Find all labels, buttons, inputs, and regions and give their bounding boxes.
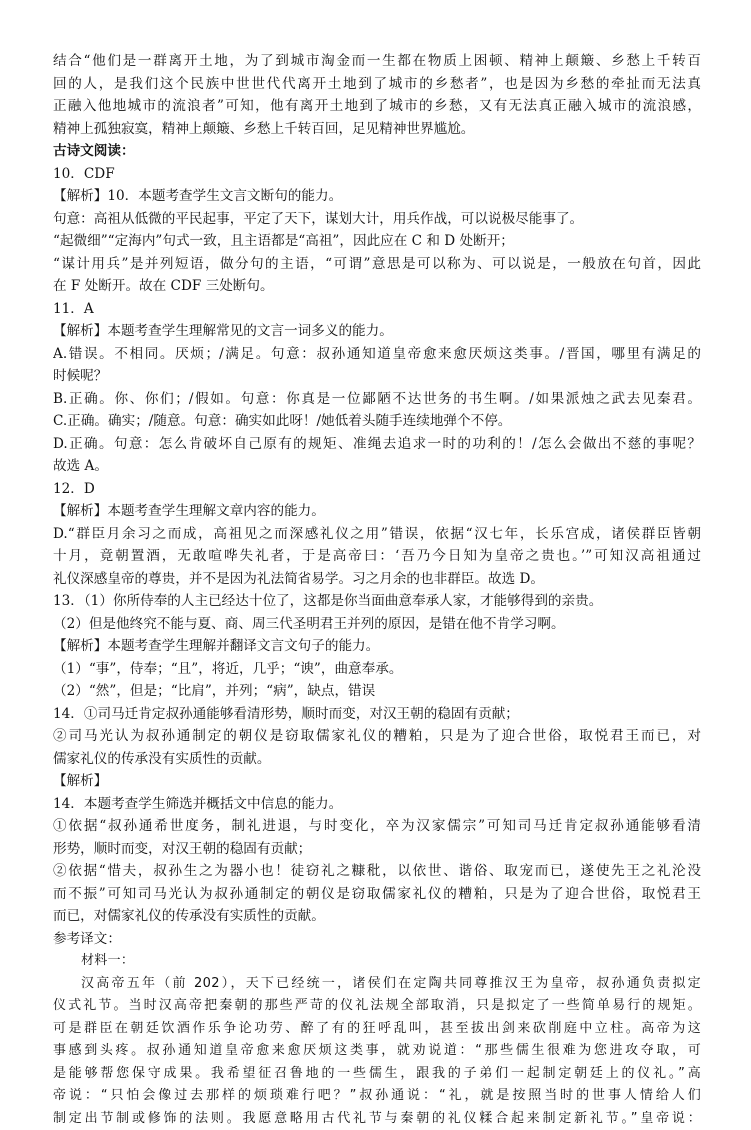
text-line: 精神上孤独寂寞，精神上颠簸、乡愁上千转百回，足见精神世界尴尬。: [53, 118, 701, 141]
text-line: 回的人，是我们这个民族中世世代代离开土地到了城市的乡愁者”，也是因为乡愁的牵扯而无法真: [53, 73, 701, 96]
text-line: 【解析】本题考查学生理解文章内容的能力。: [53, 500, 701, 523]
text-line: 13．（1）你所侍奉的人主已经达十位了，这都是你当面曲意奉承人家，才能够得到的亲贵。: [53, 590, 701, 613]
text-line: 【解析】本题考查学生理解常见的文言一词多义的能力。: [53, 320, 701, 343]
text-line: 正融入他地城市的流浪者”可知，他有离开土地到了城市的乡愁，又有无法真正融入城市的流浪感，: [53, 95, 701, 118]
text-line: 十月，竟朝置酒，无敢喧哗失礼者，于是高帝曰：‘吾乃今日知为皇帝之贵也。’”可知汉高祖通过: [53, 545, 701, 568]
text-line: 句意：高祖从低微的平民起事，平定了天下，谋划大计，用兵作战，可以说极尽能事了。: [53, 208, 701, 231]
text-line: 汉高帝五年（前 202），天下已经统一，诸侯们在定陶共同尊推汉王为皇帝，叔孙通负责拟定: [53, 973, 701, 996]
text-line: 时候呢？: [53, 365, 701, 388]
text-line: D.“群臣月余习之而成，高祖见之而深感礼仪之用”错误，依据“汉七年，长乐宫成，诸侯群臣皆朝: [53, 523, 701, 546]
text-line: 是能够帮您保守成果。我希望征召鲁地的一些儒生，跟我的子弟们一起制定朝廷上的仪礼。”高: [53, 1063, 701, 1086]
text-line: （1）“事”，侍奉；“且”，将近，几乎；“谀”，曲意奉承。: [53, 658, 701, 681]
text-line: （2）“然”，但是；“比肩”，并列；“病”，缺点，错误: [53, 680, 701, 703]
text-line: （2）但是他终究不能与夏、商、周三代圣明君王并列的原因，是错在他不肯学习啊。: [53, 613, 701, 636]
text-line: ①依据“叔孙通希世度务，制礼进退，与时变化，卒为汉家儒宗”可知司马迁肯定叔孙通能够看清: [53, 815, 701, 838]
text-line: 可是群臣在朝廷饮酒作乐争论功劳、醉了有的狂呼乱叫，甚至拔出剑来砍削庭中立柱。高帝为这: [53, 1018, 701, 1041]
text-line: 形势，顺时而变，对汉王朝的稳固有贡献；: [53, 838, 701, 861]
text-line: 事感到头疼。叔孙通知道皇帝愈来愈厌烦这类事，就劝说道：“那些儒生很难为您进攻夺取，可: [53, 1040, 701, 1063]
text-line: 14．本题考查学生筛选并概括文中信息的能力。: [53, 793, 701, 816]
text-line: “谋计用兵”是并列短语，做分句的主语，“可谓”意思是可以称为、可以说是，一般放在句首，因此: [53, 253, 701, 276]
text-line: C.正确。确实；/随意。句意：确实如此呀！/她低着头随手连续地弹个不停。: [53, 410, 701, 433]
text-line: 制定出节制或修饰的法则。我愿意略用古代礼节与秦朝的礼仪糅合起来制定新礼节。”皇帝说：: [53, 1108, 701, 1130]
text-line: 古诗文阅读：: [53, 140, 701, 163]
text-line: 12．D: [53, 478, 701, 501]
text-line: 而不振”可知司马光认为叔孙通制定的朝仪是窃取儒家礼仪的糟粕，只是为了迎合世俗，取悦君王: [53, 883, 701, 906]
text-line: 帝说：“只怕会像过去那样的烦琐难行吧？”叔孙通说：“礼，就是按照当时的世事人情给人们: [53, 1085, 701, 1108]
text-line: ②司马光认为叔孙通制定的朝仪是窃取儒家礼仪的糟粕，只是为了迎合世俗，取悦君王而已，对: [53, 725, 701, 748]
text-line: 而已，对儒家礼仪的传承没有实质性的贡献。: [53, 905, 701, 928]
text-line: 10．CDF: [53, 163, 701, 186]
text-line: 故选 A。: [53, 455, 701, 478]
text-line: A.错误。不相同。厌烦；/满足。句意：叔孙通知道皇帝愈来愈厌烦这类事。/晋国，哪里有满足的: [53, 343, 701, 366]
text-line: 【解析】10．本题考查学生文言文断句的能力。: [53, 185, 701, 208]
text-line: 在 F 处断开。故在 CDF 三处断句。: [53, 275, 701, 298]
text-line: 礼仪深感皇帝的尊贵，并不是因为礼法简省易学。习之月余的也非群臣。故选 D。: [53, 568, 701, 591]
text-line: 儒家礼仪的传承没有实质性的贡献。: [53, 748, 701, 771]
text-line: 11．A: [53, 298, 701, 321]
text-line: 【解析】: [53, 770, 701, 793]
text-line: 结合“他们是一群离开土地，为了到城市淘金而一生都在物质上困顿、精神上颠簸、乡愁上千转百: [53, 50, 701, 73]
text-line: D.正确。句意：怎么肯破坏自己原有的规矩、准绳去追求一时的功利的！/怎么会做出不慈的事呢？: [53, 433, 701, 456]
text-line: 14．①司马迁肯定叔孙通能够看清形势，顺时而变，对汉王朝的稳固有贡献；: [53, 703, 701, 726]
text-line: B.正确。你、你们；/假如。句意：你真是一位鄙陋不达世务的书生啊。/如果派烛之武去见秦君。: [53, 388, 701, 411]
text-line: 材料一：: [53, 950, 701, 973]
text-line: 仪式礼节。当时汉高帝把秦朝的那些严苛的仪礼法规全部取消，只是拟定了一些简单易行的规矩。: [53, 995, 701, 1018]
text-line: 【解析】本题考查学生理解并翻译文言文句子的能力。: [53, 635, 701, 658]
text-line: ②依据“惜夫，叔孙生之为器小也！徒窃礼之糠秕，以依世、谐俗、取宠而已，遂使先王之礼沦没: [53, 860, 701, 883]
document-page: [53, 50, 701, 1130]
text-line: “起微细”“定海内”句式一致，且主语都是“高祖”，因此应在 C 和 D 处断开；: [53, 230, 701, 253]
text-line: 参考译文：: [53, 928, 701, 951]
